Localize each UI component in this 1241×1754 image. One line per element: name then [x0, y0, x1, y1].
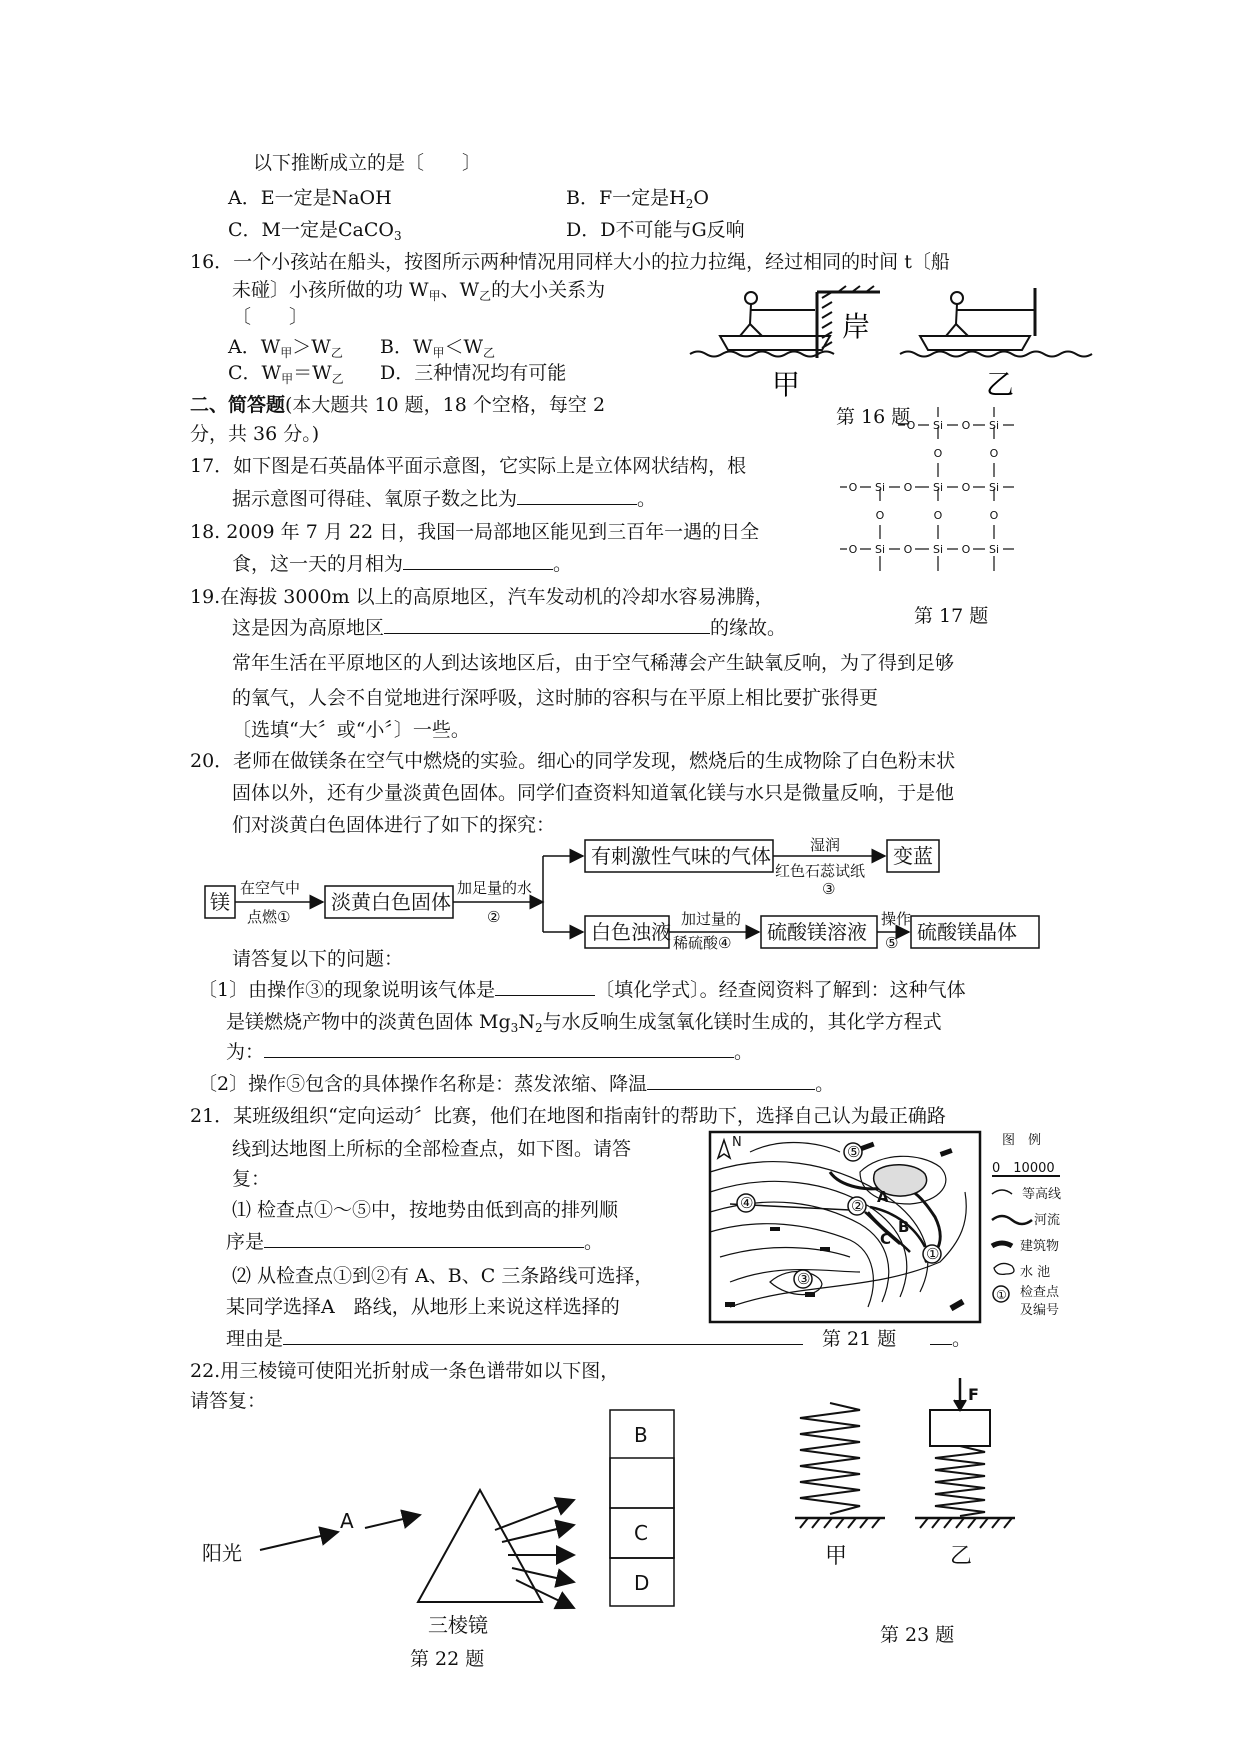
label-prism: 三棱镜 — [428, 1613, 488, 1637]
label-a: A — [340, 1509, 354, 1533]
label-b: B — [634, 1423, 648, 1447]
flow-arrow3-top: 湿润 — [810, 836, 841, 854]
o-atom: O — [903, 543, 913, 556]
q21-p2c: 理由是 — [226, 1330, 803, 1349]
q20-p1-line2: 是镁燃烧产物中的淡黄色固体 $Mg_3N_2$与水反响生成氢氧化镁时生成的，其化学方程式 — [226, 1011, 942, 1035]
svg-text:图 例: 图 例 — [1002, 1133, 1042, 1148]
flow-arrow1-top: 在空气中 — [240, 879, 301, 897]
si-atom: Si — [932, 419, 944, 432]
q16-option-c: C．$W_甲=W_乙$ — [228, 362, 344, 386]
q16-paren: 〔 〕 — [232, 306, 309, 328]
q22-line1: 22.用三棱镜可使阳光折射成一条色谱带如以下图， — [190, 1360, 620, 1382]
q20-p2: 〔2〕操作⑤包含的具体操作名称是：蒸发浓缩、降温 。 — [198, 1073, 835, 1095]
flow-arrow1-bot: 点燃① — [247, 908, 291, 926]
q20-equation-blank[interactable] — [264, 1043, 734, 1058]
svg-text:④: ④ — [740, 1194, 754, 1212]
o-atom: O — [903, 481, 913, 494]
map-legend — [992, 1133, 1061, 1318]
si-atom: Si — [988, 543, 1000, 556]
q15-option-b: B．F一定是$H_2O$ — [566, 187, 709, 211]
q16-line1: 16．一个小孩站在船头，按图所示两种情况用同样大小的拉力拉绳，经过相同的时间 t〔船 — [190, 251, 950, 273]
q19-line1: 19.在海拔 3000m 以上的高原地区，汽车发动机的冷却水容易沸腾， — [190, 586, 774, 608]
q16-option-a: A．$W_甲>W_乙$ — [228, 336, 343, 360]
q15-option-c: C．M一定是CaCO$_3$ — [228, 219, 402, 243]
label-d: D — [634, 1571, 650, 1595]
q20-line3: 们对淡黄白色固体进行了如下的探究： — [232, 814, 556, 836]
flow-arrow2-top: 加足量的水 — [457, 879, 533, 897]
q21-p2-end: 。 — [930, 1330, 971, 1349]
o-atom: O — [961, 481, 971, 494]
label-sun: 阳光 — [202, 1541, 242, 1565]
flow-arrow4-top: 加过量的 — [681, 910, 742, 928]
label-jia: 甲 — [825, 1544, 848, 1569]
q15-option-a: A．E一定是NaOH — [228, 187, 392, 209]
svg-text:等高线: 等高线 — [1022, 1187, 1062, 1202]
svg-text:N: N — [732, 1135, 742, 1150]
q23-caption: 第 23 题 — [880, 1624, 955, 1646]
svg-text:⑤: ⑤ — [847, 1143, 861, 1161]
flow-blue: 变蓝 — [893, 844, 933, 868]
label-yi: 乙 — [950, 1544, 973, 1569]
q19-answer-blank-1[interactable] — [384, 619, 710, 634]
q16-caption: 第 16 题 — [836, 406, 911, 428]
svg-text:河流: 河流 — [1034, 1213, 1061, 1228]
fig-label-jia: 甲 — [772, 368, 801, 401]
o-atom: O — [906, 419, 916, 432]
svg-text:C: C — [880, 1230, 892, 1248]
flow-mg: 镁 — [210, 890, 230, 914]
flow-arrow3-mid: 红色石蕊试纸 — [775, 862, 866, 880]
svg-text:①: ① — [926, 1245, 940, 1263]
si-atom: Si — [988, 419, 1000, 432]
svg-text:B: B — [898, 1218, 910, 1236]
svg-text:0 10000: 0 10000 — [992, 1161, 1055, 1176]
svg-text:检查点: 检查点 — [1020, 1285, 1060, 1300]
q23-spring-figure — [790, 1378, 1030, 1573]
q21-line2: 线到达地图上所标的全部检查点，如下图。请答 — [232, 1138, 632, 1160]
q16-option-b: B．$W_甲<W_乙$ — [380, 336, 496, 360]
svg-text:A: A — [877, 1188, 889, 1206]
si-atom: Si — [874, 543, 886, 556]
o-atom: O — [848, 481, 858, 494]
q18-answer-blank[interactable] — [403, 555, 553, 570]
shore-label: 岸 — [842, 310, 871, 343]
q17-line1: 17．如下图是石英晶体平面示意图，它实际上是立体网状结构，根 — [190, 455, 747, 477]
svg-text:③: ③ — [797, 1270, 811, 1288]
q15-option-d: D．D不可能与G反响 — [566, 219, 745, 241]
o-atom: O — [989, 509, 999, 522]
svg-text:建筑物: 建筑物 — [1020, 1239, 1060, 1254]
q22-line2: 请答复： — [190, 1390, 267, 1412]
q16-line2: 未碰〕小孩所做的功 $W_甲$、$W_乙$的大小关系为 — [232, 279, 606, 303]
q21-contour-map — [710, 1132, 1070, 1332]
label-c: C — [634, 1521, 648, 1545]
prism — [418, 1490, 542, 1602]
q22-caption: 第 22 题 — [410, 1648, 485, 1670]
q17-lattice — [840, 405, 1040, 585]
fig-label-yi: 乙 — [986, 368, 1015, 401]
flow-arrow5-bot: ⑤ — [885, 934, 899, 952]
flow-yellow-solid: 淡黄白色固体 — [331, 890, 451, 914]
svg-text:水 池: 水 池 — [1020, 1265, 1051, 1280]
spring-yi — [935, 1446, 985, 1516]
q21-line1: 21．某班级组织“定向运动〞比赛，他们在地图和指南针的帮助下，选择自己认为最正确路 — [190, 1105, 946, 1127]
q16-option-d: D．三种情况均有可能 — [380, 362, 567, 384]
q20-line1: 20．老师在做镁条在空气中燃烧的实验。细心的同学发现，燃烧后的生成物除了白色粉末状 — [190, 750, 956, 772]
q17-answer-blank[interactable] — [517, 490, 637, 505]
q20-p1-line1: 〔1〕由操作③的现象说明该气体是 〔填化学式〕。经查阅资料了解到：这种气体 — [198, 979, 966, 1001]
svg-text:①: ① — [996, 1288, 1007, 1302]
si-atom: Si — [874, 481, 886, 494]
q22-prism-figure — [190, 1410, 660, 1640]
q20-operation-blank[interactable] — [647, 1075, 815, 1090]
boat-yi — [900, 288, 1092, 357]
section2-title-line1: 二、简答题(本大题共 10 题，18 个空格，每空 2 — [190, 394, 606, 416]
q17-caption: 第 17 题 — [914, 605, 989, 627]
o-atom: O — [875, 509, 885, 522]
svg-text:②: ② — [851, 1197, 865, 1215]
flow-crystal: 硫酸镁晶体 — [917, 920, 1017, 944]
flow-arrow3-bot: ③ — [822, 880, 836, 898]
label-f: F — [968, 1385, 979, 1404]
flow-turbid: 白色浊液 — [591, 920, 671, 944]
section2-title-line2: 分，共 36 分。) — [190, 423, 320, 445]
o-atom: O — [848, 543, 858, 556]
si-atom: Si — [932, 481, 944, 494]
q15-stem: 以下推断成立的是〔 〕 — [253, 152, 482, 174]
si-atom: Si — [988, 481, 1000, 494]
q20-answer-prompt: 请答复以下的问题： — [232, 948, 404, 970]
q20-p1-line3: 为： 。 — [226, 1041, 754, 1063]
q17-line2: 据示意图可得硅、氧原子数之比为 。 — [232, 488, 657, 510]
o-atom: O — [961, 543, 971, 556]
q21-caption: 第 21 题 — [822, 1328, 897, 1350]
q21-order-blank[interactable] — [264, 1233, 584, 1248]
q21-p1b: 序是 。 — [226, 1231, 604, 1253]
o-atom: O — [961, 419, 971, 432]
q18-line1: 18. 2009 年 7 月 22 日，我国一局部地区能见到三百年一遇的日全 — [190, 521, 760, 543]
flow-arrow4-bot: 稀硫酸④ — [673, 934, 732, 952]
q21-p2a: ⑵ 从检查点①到②有 A、B、C 三条路线可选择， — [232, 1265, 654, 1287]
spring-jia — [800, 1403, 860, 1514]
flow-arrow2-bot: ② — [487, 908, 501, 926]
flow-gas: 有刺激性气味的气体 — [591, 844, 771, 868]
q20-gas-formula-blank[interactable] — [495, 981, 595, 996]
q19-line5: 〔选填“大〞或“小〞〕一些。 — [232, 719, 470, 741]
q16-figure — [690, 288, 1110, 401]
q21-p2b: 某同学选择A 路线，从地形上来说这样选择的 — [226, 1296, 620, 1318]
q18-line2: 食，这一天的月相为 。 — [232, 553, 573, 575]
flow-arrow5-top: 操作 — [881, 910, 912, 928]
q21-line3: 复： — [232, 1168, 271, 1190]
o-atom: O — [989, 447, 999, 460]
q21-reason-blank[interactable] — [283, 1330, 803, 1345]
q21-p1a: ⑴ 检查点①～⑤中，按地势由低到高的排列顺 — [232, 1199, 619, 1221]
q20-flowchart — [205, 836, 1055, 952]
si-atom: Si — [932, 543, 944, 556]
q19-line4: 的氧气，人会不自觉地进行深呼吸，这时肺的容积与在平原上相比要扩张得更 — [232, 687, 879, 709]
o-atom: O — [933, 447, 943, 460]
q19-line3: 常年生活在平原地区的人到达该地区后，由于空气稀薄会产生缺氧反响，为了得到足够 — [232, 652, 955, 674]
q20-line2: 固体以外，还有少量淡黄色固体。同学们查资料知道氧化镁与水只是微量反响，于是他 — [232, 782, 955, 804]
flow-solution: 硫酸镁溶液 — [767, 920, 867, 944]
svg-text:及编号: 及编号 — [1020, 1303, 1060, 1318]
o-atom: O — [933, 509, 943, 522]
q19-line2: 这是因为高原地区 的缘故。 — [232, 617, 787, 639]
